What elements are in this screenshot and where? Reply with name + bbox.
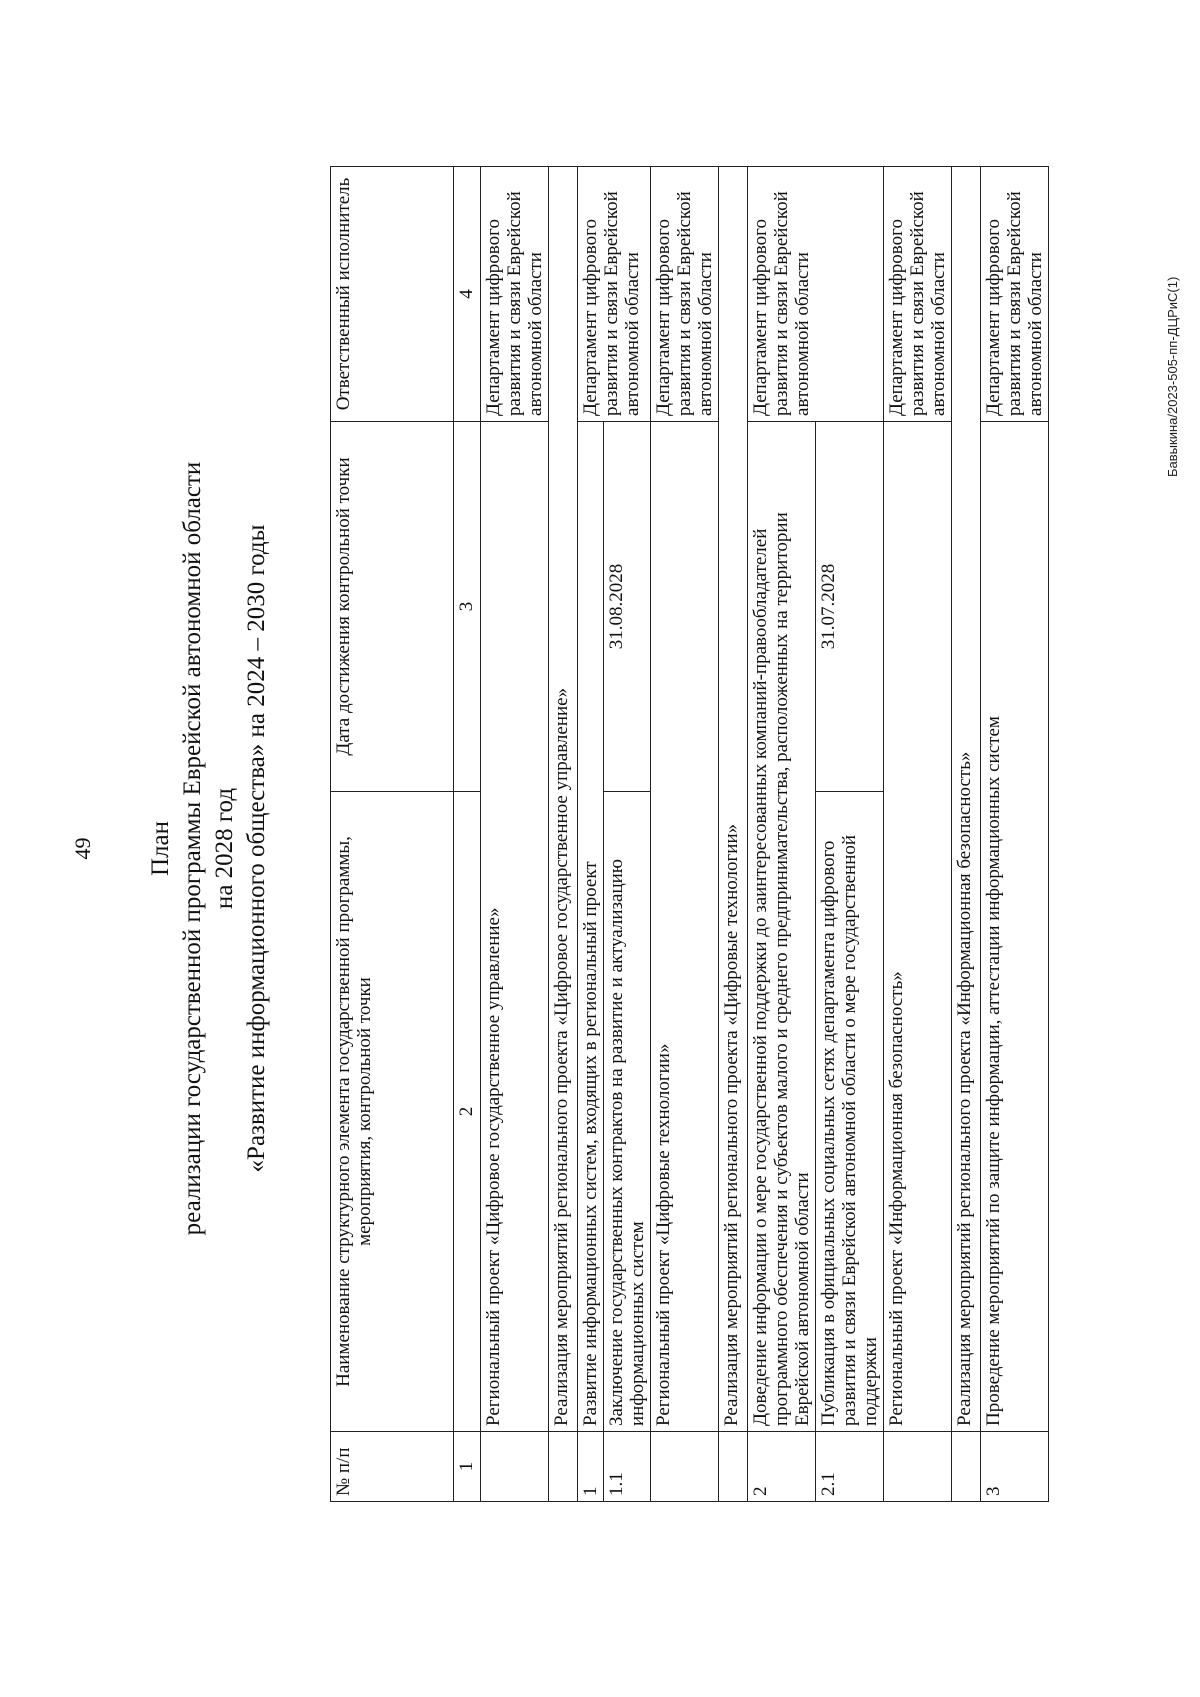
row-num — [719, 1432, 748, 1502]
table-row — [884, 166, 952, 1501]
section-title: Реализация мероприятий регионального проекта «Цифровое государственное управление» — [549, 166, 578, 1431]
col-index-1: 1 — [454, 1432, 481, 1502]
section-title: Реализация мероприятий регионального проекта «Информационная безопасность» — [952, 166, 981, 1431]
page-number: 49 — [70, 837, 95, 860]
row-name: Публикация в официальных социальных сетях департамента цифрового развития и связи Еврейской автономной области о мере государственной поддержки — [816, 791, 884, 1431]
heading-plan: План — [147, 821, 174, 877]
row-num: 1.1 — [604, 1432, 651, 1502]
row-executor: Департамент цифрового развития и связи Еврейской автономной области — [651, 166, 719, 421]
row-name: Проведение мероприятий по защите информации, аттестации информационных систем — [981, 421, 1049, 1431]
row-num: 3 — [981, 1432, 1049, 1502]
table-row — [651, 166, 719, 1501]
section-row — [952, 166, 981, 1501]
row-executor: Департамент цифрового развития и связи Еврейской автономной области — [884, 166, 952, 421]
row-name: Развитие информационных систем, входящих в региональный проект — [578, 421, 604, 1431]
table-row — [481, 166, 549, 1501]
plan-table — [330, 166, 1049, 1502]
col-index-3: 3 — [454, 421, 481, 791]
table-row — [981, 166, 1049, 1501]
header-date: Дата достижения контрольной точки — [331, 421, 454, 791]
row-executor: Департамент цифрового развития и связи Еврейской автономной области — [481, 166, 549, 421]
row-num: 1 — [578, 1432, 604, 1502]
row-executor: Департамент цифрового развития и связи Еврейской автономной области — [578, 166, 651, 421]
row-num — [952, 1432, 981, 1502]
row-name: Заключение государственных контрактов на развитие и актуализацию информационных систем — [604, 791, 651, 1431]
row-num — [481, 1432, 549, 1502]
table-row — [748, 166, 816, 1501]
section-title: Реализация мероприятий регионального проекта «Цифровые технологии» — [719, 166, 748, 1431]
document-code: Бавыкина/2023-505-пп-ДЦРиС(1) — [1165, 276, 1180, 477]
row-date: 31.08.2028 — [604, 421, 651, 791]
section-row — [719, 166, 748, 1501]
row-date: 31.07.2028 — [816, 421, 884, 791]
row-name: Региональный проект «Цифровое государственное управление» — [481, 421, 549, 1431]
row-name: Региональный проект «Цифровые технологии» — [651, 421, 719, 1431]
row-executor: Департамент цифрового развития и связи Еврейской автономной области — [748, 166, 884, 421]
table-header-row — [331, 166, 454, 1501]
header-name: Наименование структурного элемента государственной программы, мероприятия, контрольной точки — [331, 791, 454, 1431]
row-num: 2.1 — [816, 1432, 884, 1502]
row-name: Доведение информации о мере государственной поддержки до заинтересованных компаний-правообладателей программного обеспечения и субъектов малого и среднего предпринимательства, расположенных на территории Еврейской автономной области — [748, 421, 816, 1431]
row-name: Региональный проект «Информационная безопасность» — [884, 421, 952, 1431]
heading-year: на 2028 год — [211, 787, 238, 910]
col-index-2: 2 — [454, 791, 481, 1431]
row-num — [651, 1432, 719, 1502]
table-row — [578, 166, 604, 1501]
row-num — [884, 1432, 952, 1502]
header-num: № п/п — [331, 1432, 454, 1502]
heading-subject: реализации государственной программы Еврейской автономной области — [179, 461, 206, 1236]
column-index-row — [454, 166, 481, 1501]
document-heading — [145, 0, 273, 1697]
section-row — [549, 166, 578, 1501]
row-num: 2 — [748, 1432, 816, 1502]
row-num — [549, 1432, 578, 1502]
header-executor: Ответственный исполнитель — [331, 166, 454, 421]
col-index-4: 4 — [454, 166, 481, 421]
heading-program: «Развитие информационного общества» на 2024 – 2030 годы — [243, 524, 270, 1173]
row-executor: Департамент цифрового развития и связи Еврейской автономной области — [981, 166, 1049, 421]
